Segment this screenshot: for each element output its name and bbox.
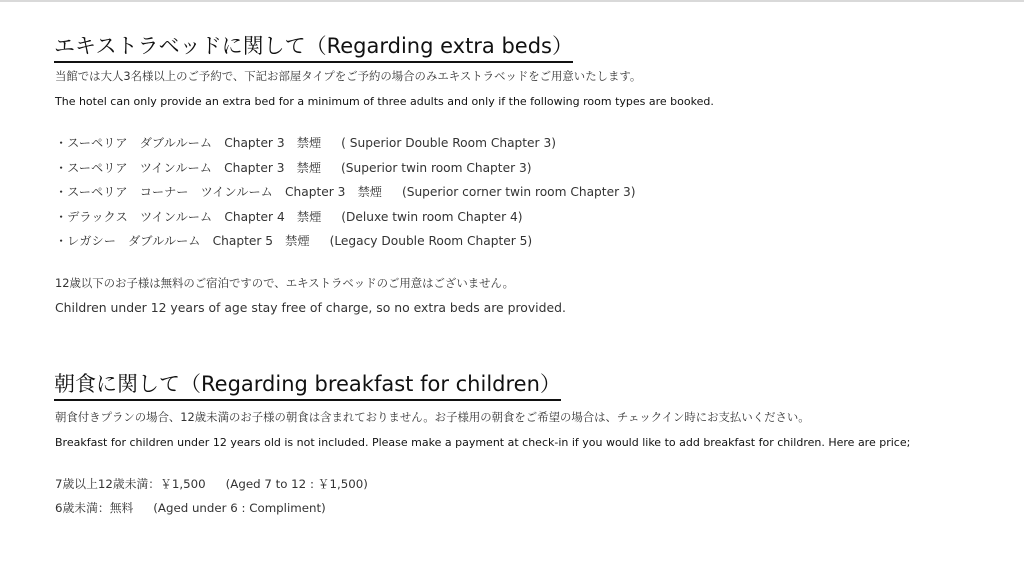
breakfast-intro-en: Breakfast for children under 12 years old is not included. Please make a payment at check-in if you would like to add breakfast for children. Here are price;	[55, 436, 911, 449]
price-en: (Aged 7 to 12 : ￥1,500)	[225, 477, 368, 491]
extra-beds-intro-jp: 当館では大人3名様以上のご予約で、下記お部屋タイプをご予約の場合のみエキストラベッドをご用意いたします。	[55, 69, 642, 83]
price-item	[55, 500, 326, 516]
breakfast-heading: 朝食に関して（Regarding breakfast for children）	[54, 370, 561, 401]
room-type-jp: ・スーペリア コーナー ツインルーム Chapter 3 禁煙	[55, 185, 382, 199]
list-item	[55, 209, 522, 225]
room-type-jp: ・レガシー ダブルルーム Chapter 5 禁煙	[55, 234, 310, 248]
top-border	[0, 0, 1024, 2]
children-note-jp: 12歳以下のお子様は無料のご宿泊ですので、エキストラベッドのご用意はございません。	[55, 276, 514, 290]
room-type-en: (Superior twin room Chapter 3)	[341, 161, 532, 175]
price-jp: 7歳以上12歳未満：￥1,500	[55, 477, 206, 491]
list-item	[55, 184, 635, 200]
price-jp: 6歳未満：無料	[55, 501, 134, 515]
extra-beds-intro-en: The hotel can only provide an extra bed for a minimum of three adults and only if the following room types are booked.	[55, 95, 714, 108]
list-item	[55, 135, 556, 151]
price-item	[55, 476, 368, 492]
room-type-jp: ・デラックス ツインルーム Chapter 4 禁煙	[55, 210, 322, 224]
room-type-en: ( Superior Double Room Chapter 3)	[341, 136, 556, 150]
price-en: (Aged under 6 : Compliment)	[153, 501, 326, 515]
list-item	[55, 160, 531, 176]
room-type-en: (Superior corner twin room Chapter 3)	[401, 185, 636, 199]
children-note-en: Children under 12 years of age stay free of charge, so no extra beds are provided.	[55, 300, 566, 315]
room-type-jp: ・スーペリア ダブルルーム Chapter 3 禁煙	[55, 136, 322, 150]
extra-beds-heading: エキストラベッドに関して（Regarding extra beds）	[54, 32, 573, 63]
room-type-en: (Legacy Double Room Chapter 5)	[329, 234, 533, 248]
room-type-en: (Deluxe twin room Chapter 4)	[341, 210, 523, 224]
breakfast-intro-jp: 朝食付きプランの場合、12歳未満のお子様の朝食は含まれておりません。お子様用の朝食をご希望の場合は、チェックイン時にお支払いください。	[55, 410, 810, 424]
list-item	[55, 233, 532, 249]
room-type-jp: ・スーペリア ツインルーム Chapter 3 禁煙	[55, 161, 322, 175]
